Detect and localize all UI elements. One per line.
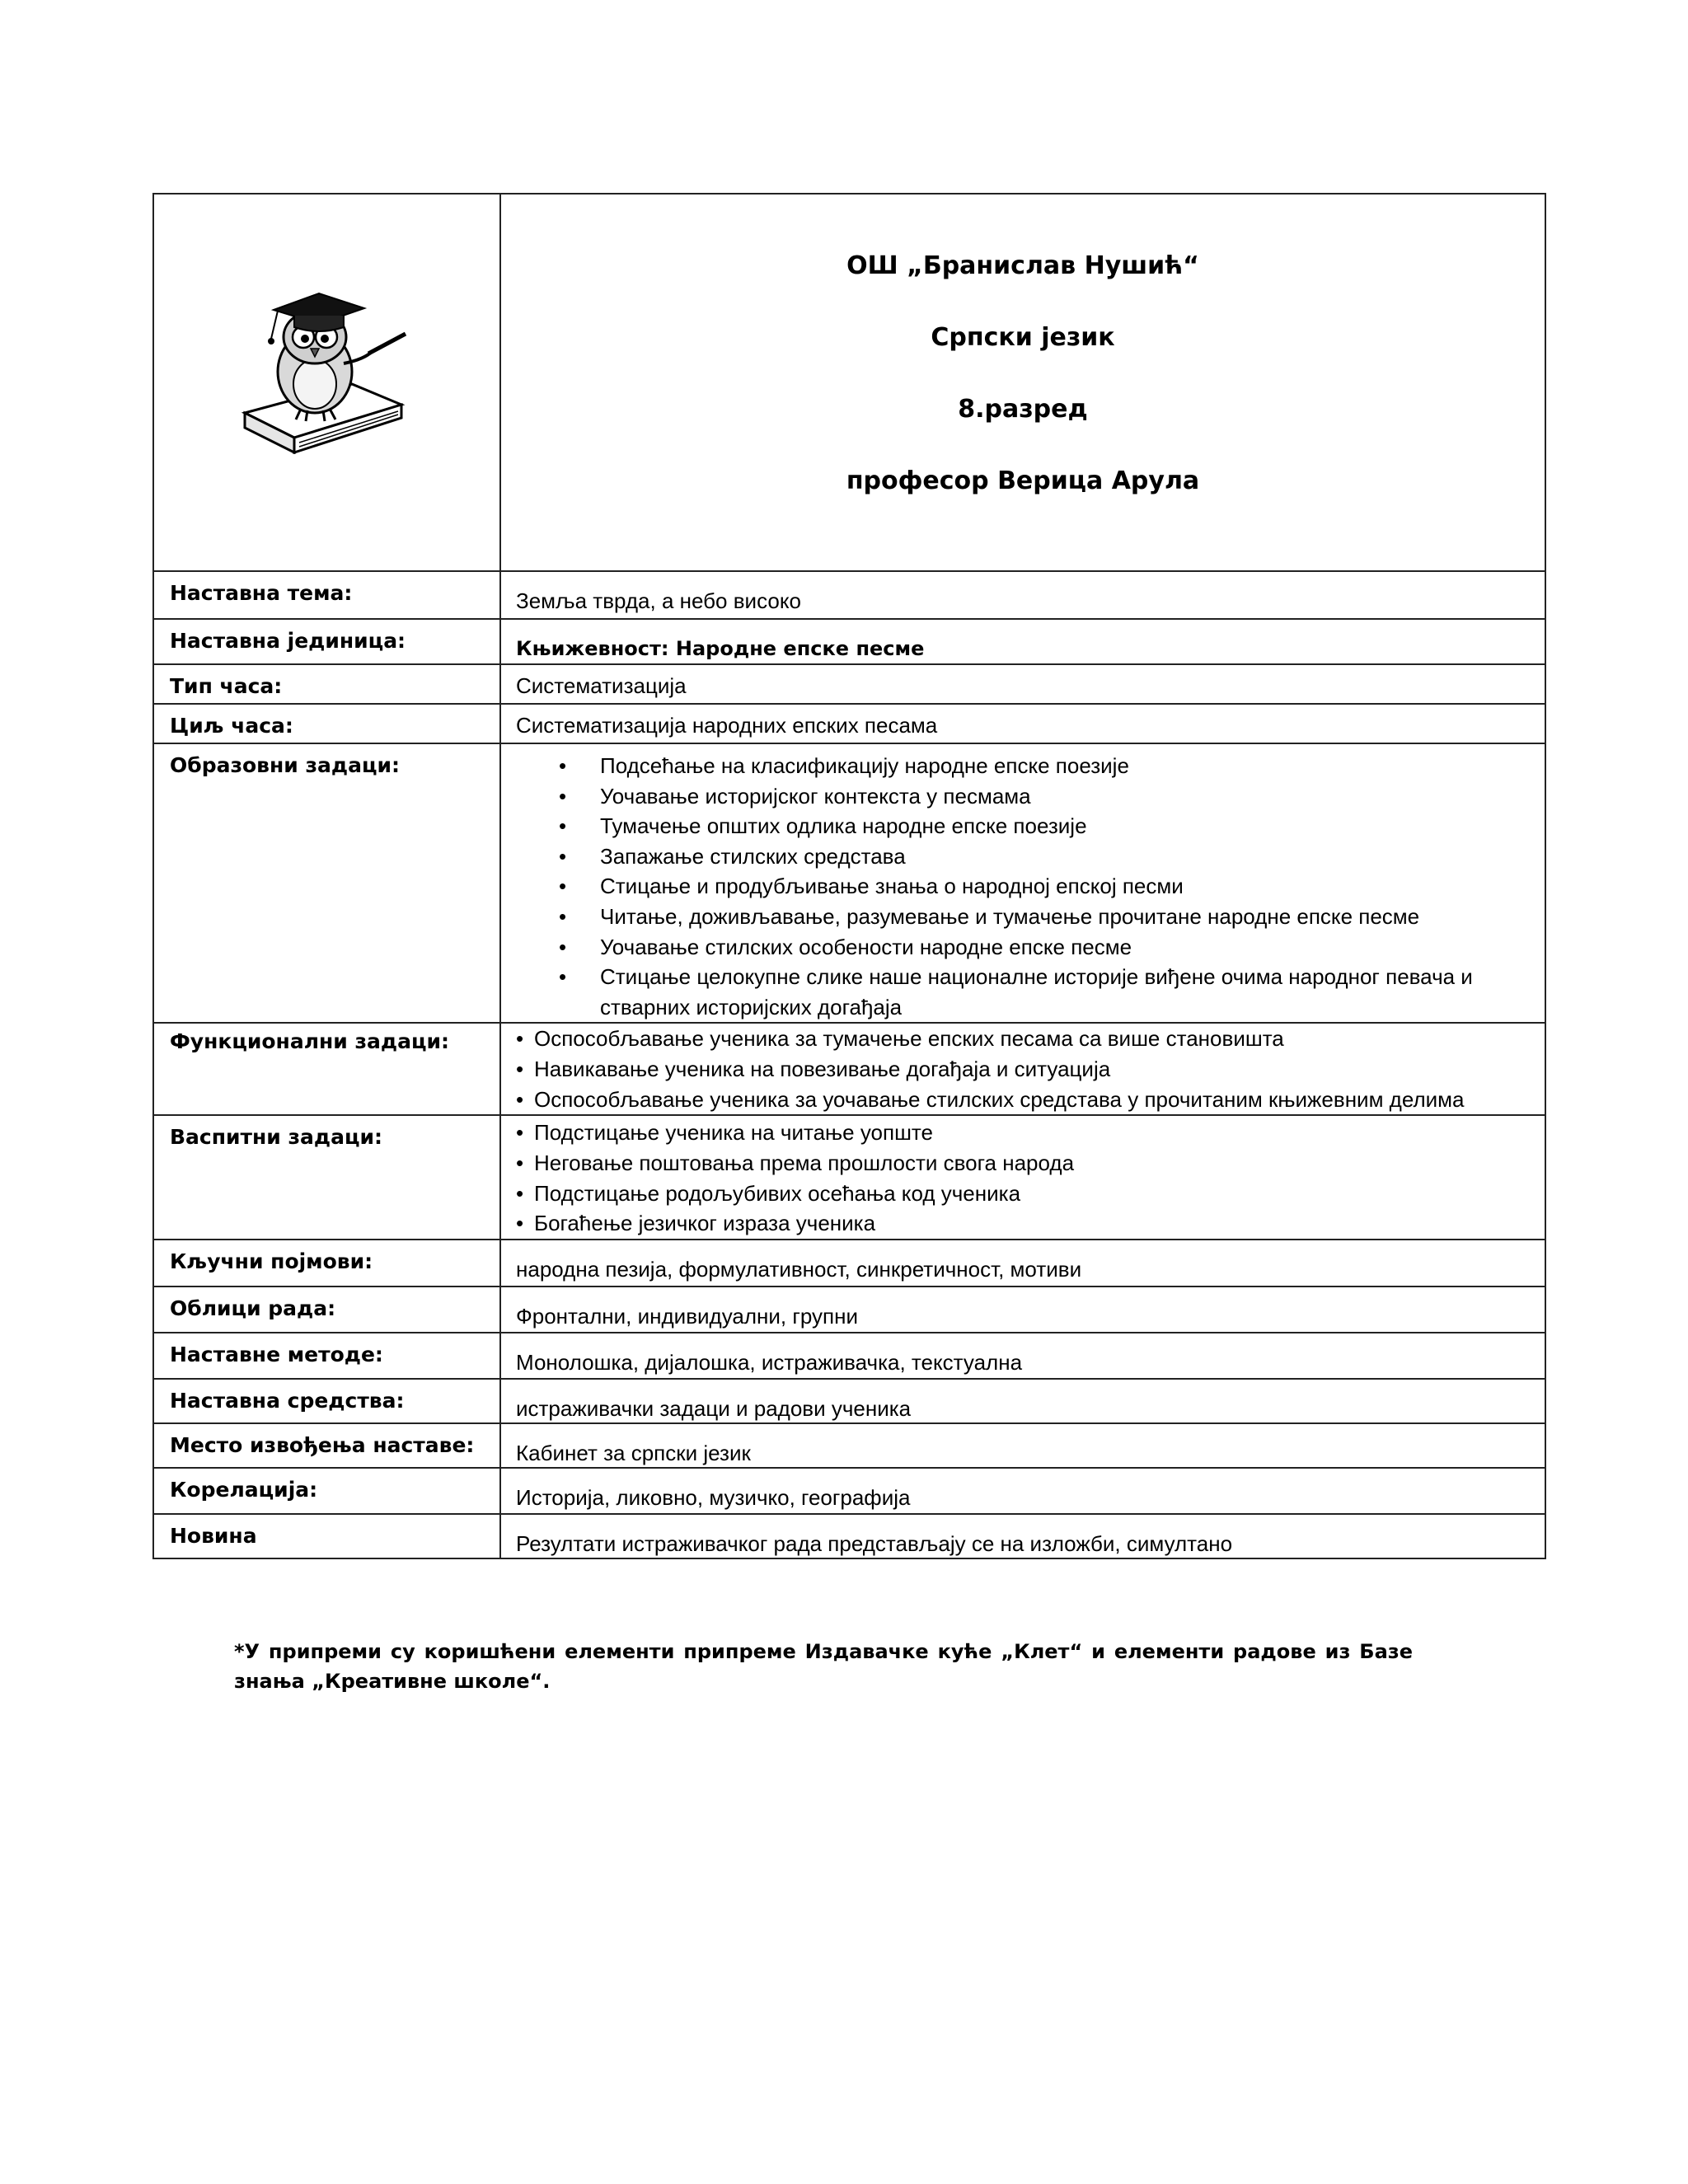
list-item: • Оспособљавање ученика за тумачење епских песама са више становишта — [513, 1024, 1545, 1054]
row-mesto — [153, 1423, 1545, 1468]
row-oblici — [153, 1286, 1545, 1333]
value-novina: Резултати истраживачког рада представљају се на изложби, симултано — [500, 1514, 1545, 1558]
row-korelacija — [153, 1468, 1545, 1514]
label-novina: Новина — [153, 1514, 500, 1558]
owl-teacher-logo-icon — [228, 281, 410, 454]
row-sredstva — [153, 1379, 1545, 1423]
row-obrazovni — [153, 743, 1545, 1023]
list-item: • Подстицање родољубивих осећања код ученика — [513, 1179, 1545, 1209]
row-novina — [153, 1514, 1545, 1558]
grade-label: 8.разред — [958, 395, 1088, 424]
value-korelacija: Историја, ликовно, музичко, географија — [500, 1468, 1545, 1514]
subject-name: Српски језик — [931, 323, 1115, 352]
label-sredstva: Наставна средства: — [153, 1379, 500, 1423]
list-item: • Уочавање стилских особености народне епске песме — [501, 932, 1520, 963]
value-tema: Земља тврда, а небо високо — [500, 571, 1545, 619]
list-item: • Навикавање ученика на повезивање догађаја и ситуација — [513, 1054, 1545, 1085]
value-obrazovni — [500, 743, 1545, 1023]
label-jedinica: Наставна јединица: — [153, 619, 500, 664]
list-item: • Запажање стилских средстава — [501, 841, 1520, 872]
row-tema — [153, 571, 1545, 619]
value-mesto: Кабинет за српски језик — [500, 1423, 1545, 1468]
row-metode — [153, 1333, 1545, 1379]
value-vaspitni — [500, 1115, 1545, 1239]
value-metode: Монолошка, дијалошка, истраживачка, текстуална — [500, 1333, 1545, 1379]
label-tip: Тип часа: — [153, 664, 500, 704]
obrazovni-list — [501, 751, 1520, 1022]
list-item: • Тумачење општих одлика народне епске поезије — [501, 811, 1520, 841]
row-cilj — [153, 704, 1545, 743]
label-oblici: Облици рада: — [153, 1286, 500, 1333]
header-row — [153, 194, 1545, 571]
label-pojmovi: Кључни појмови: — [153, 1240, 500, 1286]
value-jedinica: Књижевност: Народне епске песме — [500, 619, 1545, 664]
logo-cell — [153, 194, 500, 571]
value-cilj: Систематизација народних епских песама — [500, 704, 1545, 743]
row-pojmovi — [153, 1240, 1545, 1286]
list-item: • Читање, доживљавање, разумевање и тумачење прочитане народне епске песме — [501, 902, 1520, 932]
school-name: ОШ „Бранислав Нушић“ — [846, 251, 1199, 280]
list-item: • Подсећање на класификацију народне епске поезије — [501, 751, 1520, 781]
value-tip: Систематизација — [500, 664, 1545, 704]
list-item: • Стицање целокупне слике наше националне историје виђене очима народног певача и стварних историјских догађаја — [501, 962, 1520, 1022]
row-tip — [153, 664, 1545, 704]
funkcionalni-list — [513, 1024, 1545, 1114]
label-vaspitni: Васпитни задаци: — [153, 1115, 500, 1239]
label-metode: Наставне методе: — [153, 1333, 500, 1379]
label-korelacija: Корелација: — [153, 1468, 500, 1514]
value-funkcionalni — [500, 1023, 1545, 1115]
list-item: • Стицање и продубљивање знања о народној епској песми — [501, 871, 1520, 902]
list-item: • Богаћење језичког израза ученика — [513, 1208, 1545, 1239]
row-funkcionalni — [153, 1023, 1545, 1115]
list-item: • Подстицање ученика на читање уопште — [513, 1118, 1545, 1148]
header-title-cell — [500, 194, 1545, 571]
value-oblici: Фронтални, индивидуални, групни — [500, 1286, 1545, 1333]
value-pojmovi: народна пезија, формулативност, синкретичност, мотиви — [500, 1240, 1545, 1286]
list-item: • Оспособљавање ученика за уочавање стилских средстава у прочитаним књижевним делима — [513, 1085, 1545, 1115]
vaspitni-list — [513, 1118, 1545, 1238]
label-cilj: Циљ часа: — [153, 704, 500, 743]
label-mesto: Место извођења наставе: — [153, 1423, 500, 1468]
teacher-name: професор Верица Арула — [846, 466, 1200, 495]
lesson-plan-table — [152, 193, 1546, 1559]
row-vaspitni — [153, 1115, 1545, 1239]
value-sredstva: истраживачки задаци и радови ученика — [500, 1379, 1545, 1423]
row-jedinica — [153, 619, 1545, 664]
label-tema: Наставна тема: — [153, 571, 500, 619]
footnote: *У припреми су коришћени елементи припреме Издавачке куће „Клет“ и елементи радове из Базе знања „Креативне школе“. — [234, 1640, 1413, 1693]
list-item: • Уочавање историјског контекста у песмама — [501, 781, 1520, 812]
label-funkcionalni: Функционални задаци: — [153, 1023, 500, 1115]
label-obrazovni: Образовни задаци: — [153, 743, 500, 1023]
list-item: • Неговање поштовања према прошлости свога народа — [513, 1148, 1545, 1179]
